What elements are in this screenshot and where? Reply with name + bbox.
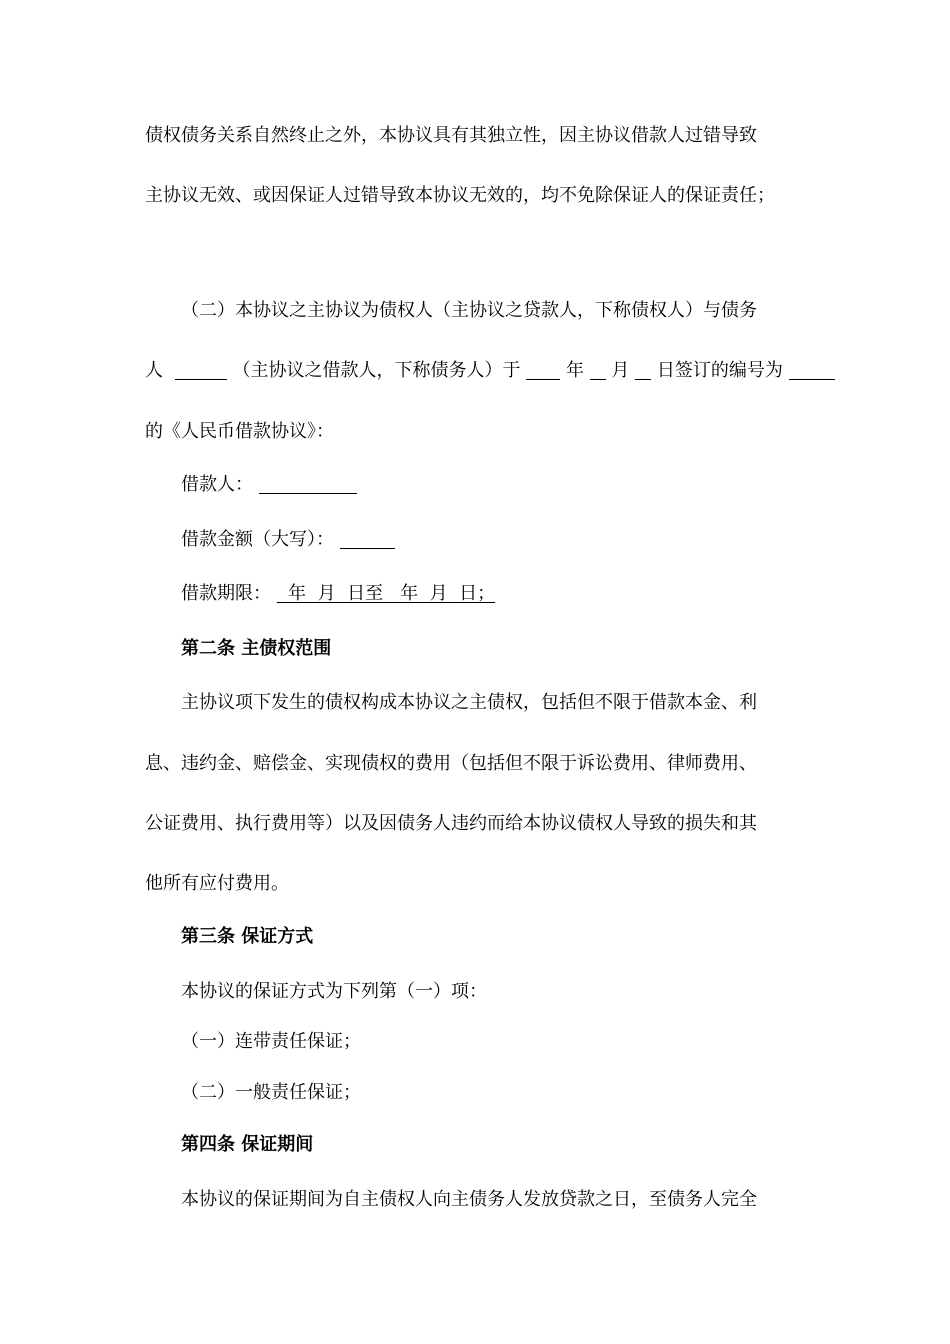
text-segment: 年 bbox=[565, 360, 584, 381]
blank-debtor bbox=[175, 361, 227, 380]
term-value: 年 月 日至 年 月 日； bbox=[276, 583, 496, 604]
amount-label: 借款金额（大写）： bbox=[181, 529, 334, 550]
text-segment: 人 bbox=[145, 360, 163, 381]
blank-year bbox=[526, 361, 560, 380]
borrower-line bbox=[181, 473, 357, 497]
paragraph-line: 主协议项下发生的债权构成本协议之主债权，包括但不限于借款本金、利 bbox=[181, 692, 757, 713]
term-label: 借款期限： bbox=[181, 583, 271, 604]
option-item: （二）一般责任保证； bbox=[181, 1082, 361, 1103]
article-4-title: 第四条 保证期间 bbox=[181, 1134, 314, 1155]
amount-line bbox=[181, 528, 395, 552]
paragraph-line: 本协议的保证期间为自主债权人向主债务人发放贷款之日，至债务人完全 bbox=[181, 1189, 757, 1210]
paragraph-line: （二）本协议之主协议为债权人（主协议之贷款人，下称债权人）与债务 bbox=[181, 300, 757, 321]
blank-month bbox=[590, 361, 606, 380]
paragraph-line: 公证费用、执行费用等）以及因债务人违约而给本协议债权人导致的损失和其 bbox=[145, 813, 757, 834]
paragraph-line: 的《人民币借款协议》： bbox=[145, 421, 334, 442]
blank-day bbox=[635, 361, 651, 380]
blank-borrower bbox=[259, 475, 357, 494]
article-3-title: 第三条 保证方式 bbox=[181, 926, 314, 947]
text-segment: 日签订的编号为 bbox=[656, 360, 783, 381]
paragraph-line: 主协议无效、或因保证人过错导致本协议无效的，均不免除保证人的保证责任； bbox=[145, 185, 775, 206]
paragraph-line: 本协议的保证方式为下列第（一）项： bbox=[181, 981, 487, 1002]
option-item: （一）连带责任保证； bbox=[181, 1031, 361, 1052]
article-2-title: 第二条 主债权范围 bbox=[181, 638, 332, 659]
paragraph-line bbox=[145, 359, 835, 383]
paragraph-line: 息、违约金、赔偿金、实现债权的费用（包括但不限于诉讼费用、律师费用、 bbox=[145, 753, 757, 774]
paragraph-line: 他所有应付费用。 bbox=[145, 873, 289, 894]
text-segment: （主协议之借款人，下称债务人）于 bbox=[232, 360, 521, 381]
blank-amount bbox=[340, 530, 395, 549]
blank-contract-number bbox=[789, 361, 835, 380]
borrower-label: 借款人： bbox=[181, 474, 253, 495]
paragraph-line: 债权债务关系自然终止之外，本协议具有其独立性，因主协议借款人过错导致 bbox=[145, 125, 757, 146]
text-segment: 月 bbox=[611, 360, 630, 381]
term-line bbox=[181, 582, 495, 606]
